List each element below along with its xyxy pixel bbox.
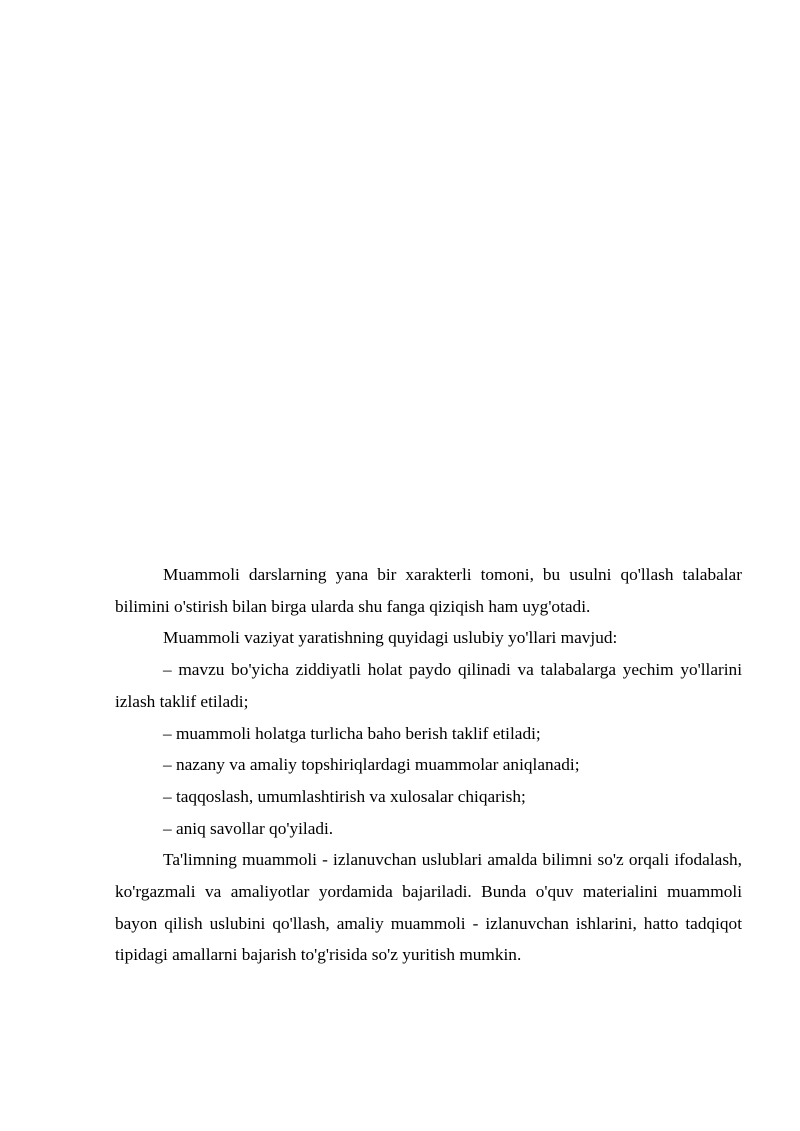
paragraph-conclusion: Ta'limning muammoli - izlanuvchan uslublari amalda bilimni so'z orqali ifodalash, ko'rgazmali va amaliyotlar yordamida bajariladi. Bunda o'quv materialini muammoli bayon qilish uslubini qo'llash, amaliy muammoli - izlanuvchan ishlarini, hatto tadqiqot tipidagi amallarni bajarish to'g'risida so'z yuritish mumkin. — [115, 850, 742, 965]
list-item-tasks: – nazany va amaliy topshiriqlardagi muammolar aniqlanadi; — [163, 755, 580, 775]
list-item-questions: – aniq savollar qo'yiladi. — [163, 818, 334, 838]
list-item-comparison: – taqqoslash, umumlashtirish va xulosalar chiqarish; — [163, 786, 526, 806]
list-item-evaluation: – muammoli holatga turlicha baho berish taklif etiladi; — [163, 723, 541, 743]
body-text — [115, 559, 742, 971]
list-item-contradiction: – mavzu bo'yicha ziddiyatli holat paydo qilinadi va talabalarga yechim yo'llarini izlash taklif etiladi; — [115, 660, 742, 711]
paragraph-methods-heading: Muammoli vaziyat yaratishning quyidagi uslubiy yo'llari mavjud: — [163, 628, 618, 648]
paragraph-intro: Muammoli darslarning yana bir xarakterli tomoni, bu usulni qo'llash talabalar bilimini o'stirish bilan birga ularda shu fanga qiziqish ham uyg'otadi. — [115, 565, 742, 616]
